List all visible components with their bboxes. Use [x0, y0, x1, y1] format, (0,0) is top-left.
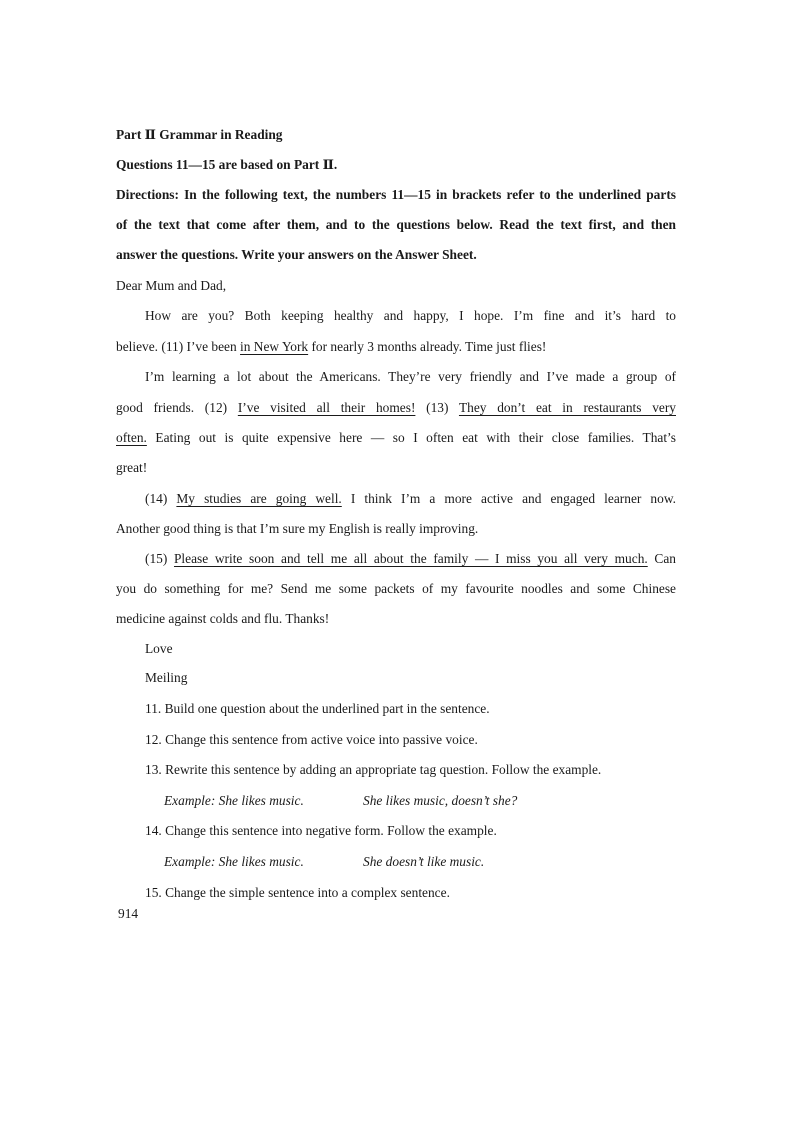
question-15: 15. Change the simple sentence into a complex sentence.: [145, 885, 450, 900]
directions-line-1: Directions: In the following text, the numbers 11—15 in brackets refer to the underlined parts: [116, 187, 676, 202]
underlined-part-13-cont: often.: [116, 430, 147, 445]
underlined-part-11: in New York: [240, 339, 309, 354]
letter-signature: Meiling: [145, 670, 188, 685]
letter-p4-line-3: medicine against colds and flu. Thanks!: [116, 611, 330, 626]
letter-p2-line-3: [116, 430, 676, 446]
letter-closing: Love: [145, 641, 173, 656]
text-segment: for nearly 3 months already. Time just flies!: [308, 339, 547, 354]
underlined-part-15: Please write soon and tell me all about the family — I miss you all very much.: [173, 551, 648, 566]
q13-example-answer: She likes music, doesn’t she?: [363, 793, 518, 808]
underlined-part-12: I’ve visited all their homes!: [237, 400, 416, 415]
letter-p3-line-1: [145, 491, 676, 507]
question-12: 12. Change this sentence from active voice into passive voice.: [145, 732, 478, 747]
text-segment: (14): [145, 491, 177, 506]
letter-p2-line-2: [116, 400, 676, 416]
text-segment: Eating out is quite expensive here — so I often eat with their close families. That’s: [146, 430, 676, 445]
letter-greeting: Dear Mum and Dad,: [116, 278, 227, 293]
letter-p2-line-1: I’m learning a lot about the Americans. They’re very friendly and I’ve made a group of: [145, 369, 676, 384]
page-number: 914: [118, 906, 139, 921]
underlined-part-13: They don’t eat in restaurants very: [458, 400, 676, 415]
question-13: 13. Rewrite this sentence by adding an appropriate tag question. Follow the example.: [145, 762, 602, 777]
underlined-part-14: My studies are going well.: [176, 491, 342, 506]
letter-p3-line-2: Another good thing is that I’m sure my English is really improving.: [116, 521, 479, 536]
letter-p1-line-2: [116, 339, 546, 355]
q14-example-answer: She doesn’t like music.: [363, 854, 485, 869]
text-segment: Can: [647, 551, 676, 566]
letter-p2-line-4: great!: [116, 460, 148, 475]
letter-p4-line-2: you do something for me? Send me some packets of my favourite noodles and some Chinese: [116, 581, 676, 596]
q14-example-label: Example: She likes music.: [164, 854, 304, 869]
text-segment: (15): [145, 551, 174, 566]
text-segment: I think I’m a more active and engaged learner now.: [341, 491, 676, 506]
directions-line-3: answer the questions. Write your answers on the Answer Sheet.: [116, 247, 477, 262]
text-segment: (13): [415, 400, 459, 415]
question-11: 11. Build one question about the underlined part in the sentence.: [145, 701, 490, 716]
section-title: Part Ⅱ Grammar in Reading: [116, 127, 283, 142]
text-segment: believe. (11) I’ve been: [116, 339, 241, 354]
directions-line-2: of the text that come after them, and to the questions below. Read the text first, and then: [116, 217, 676, 232]
letter-p4-line-1: [145, 551, 676, 567]
q13-example-label: Example: She likes music.: [164, 793, 304, 808]
question-14: 14. Change this sentence into negative form. Follow the example.: [145, 823, 497, 838]
text-segment: good friends. (12): [116, 400, 238, 415]
questions-note: Questions 11—15 are based on Part Ⅱ.: [116, 157, 338, 172]
letter-p1-line-1: How are you? Both keeping healthy and happy, I hope. I’m fine and it’s hard to: [145, 308, 676, 323]
